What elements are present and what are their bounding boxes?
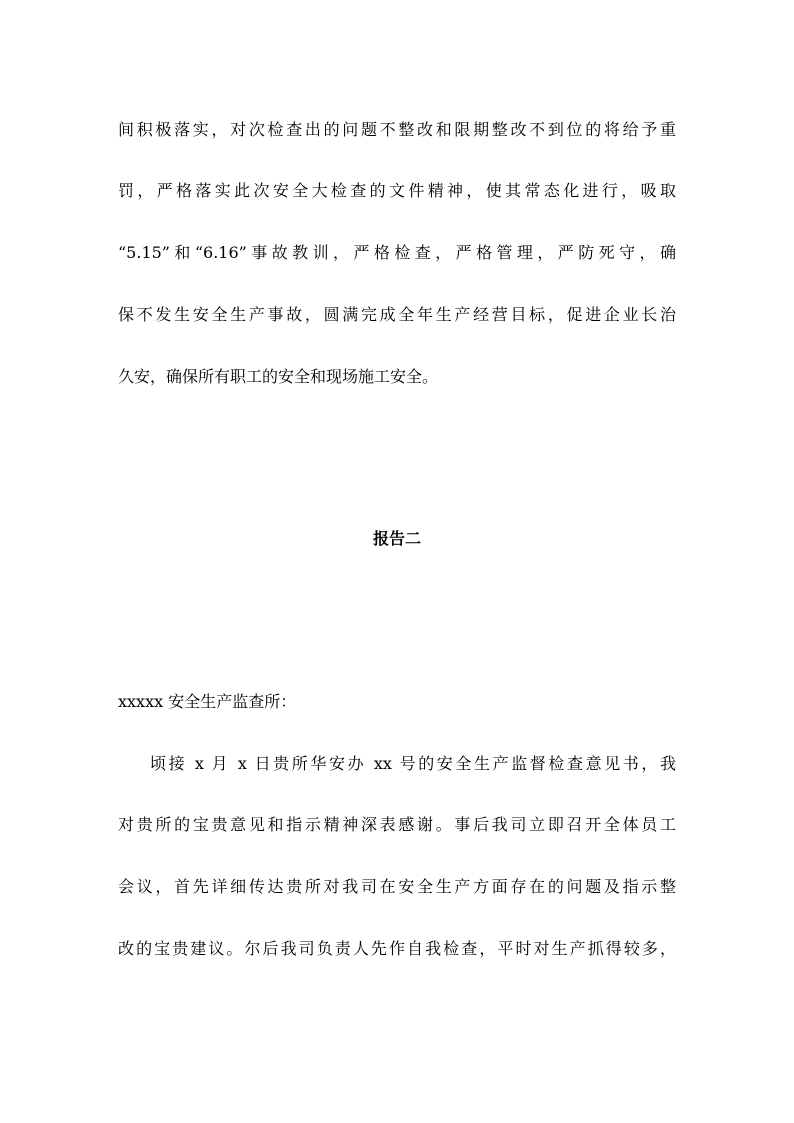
paragraph-line: 对贵所的宝贵意见和指示精神深表感谢。事后我司立即召开全体员工	[118, 815, 676, 834]
paragraph-line: 会议，首先详细传达贵所对我司在安全生产方面存在的问题及指示整	[118, 877, 676, 896]
paragraph-line: 久安，确保所有职工的安全和现场施工安全。	[118, 367, 439, 386]
salutation: xxxxx 安全生产监查所：	[118, 692, 297, 711]
paragraph-line: 改的宝贵建议。尔后我司负责人先作自我检查，平时对生产抓得较多，	[118, 939, 676, 958]
paragraph-line: 罚，严格落实此次安全大检查的文件精神，使其常态化进行，吸取	[118, 181, 676, 200]
paragraph-line: 顷接 x 月 x 日贵所华安办 xx 号的安全生产监督检查意见书，我	[150, 754, 676, 773]
section-heading: 报告二	[372, 529, 421, 548]
paragraph-line: 间积极落实，对次检查出的问题不整改和限期整改不到位的将给予重	[118, 120, 676, 139]
paragraph-line: “5.15”和“6.16”事故教训，严格检查，严格管理，严防死守，确	[118, 243, 676, 262]
paragraph-line: 保不发生安全生产事故，圆满完成全年生产经营目标，促进企业长治	[118, 305, 676, 324]
